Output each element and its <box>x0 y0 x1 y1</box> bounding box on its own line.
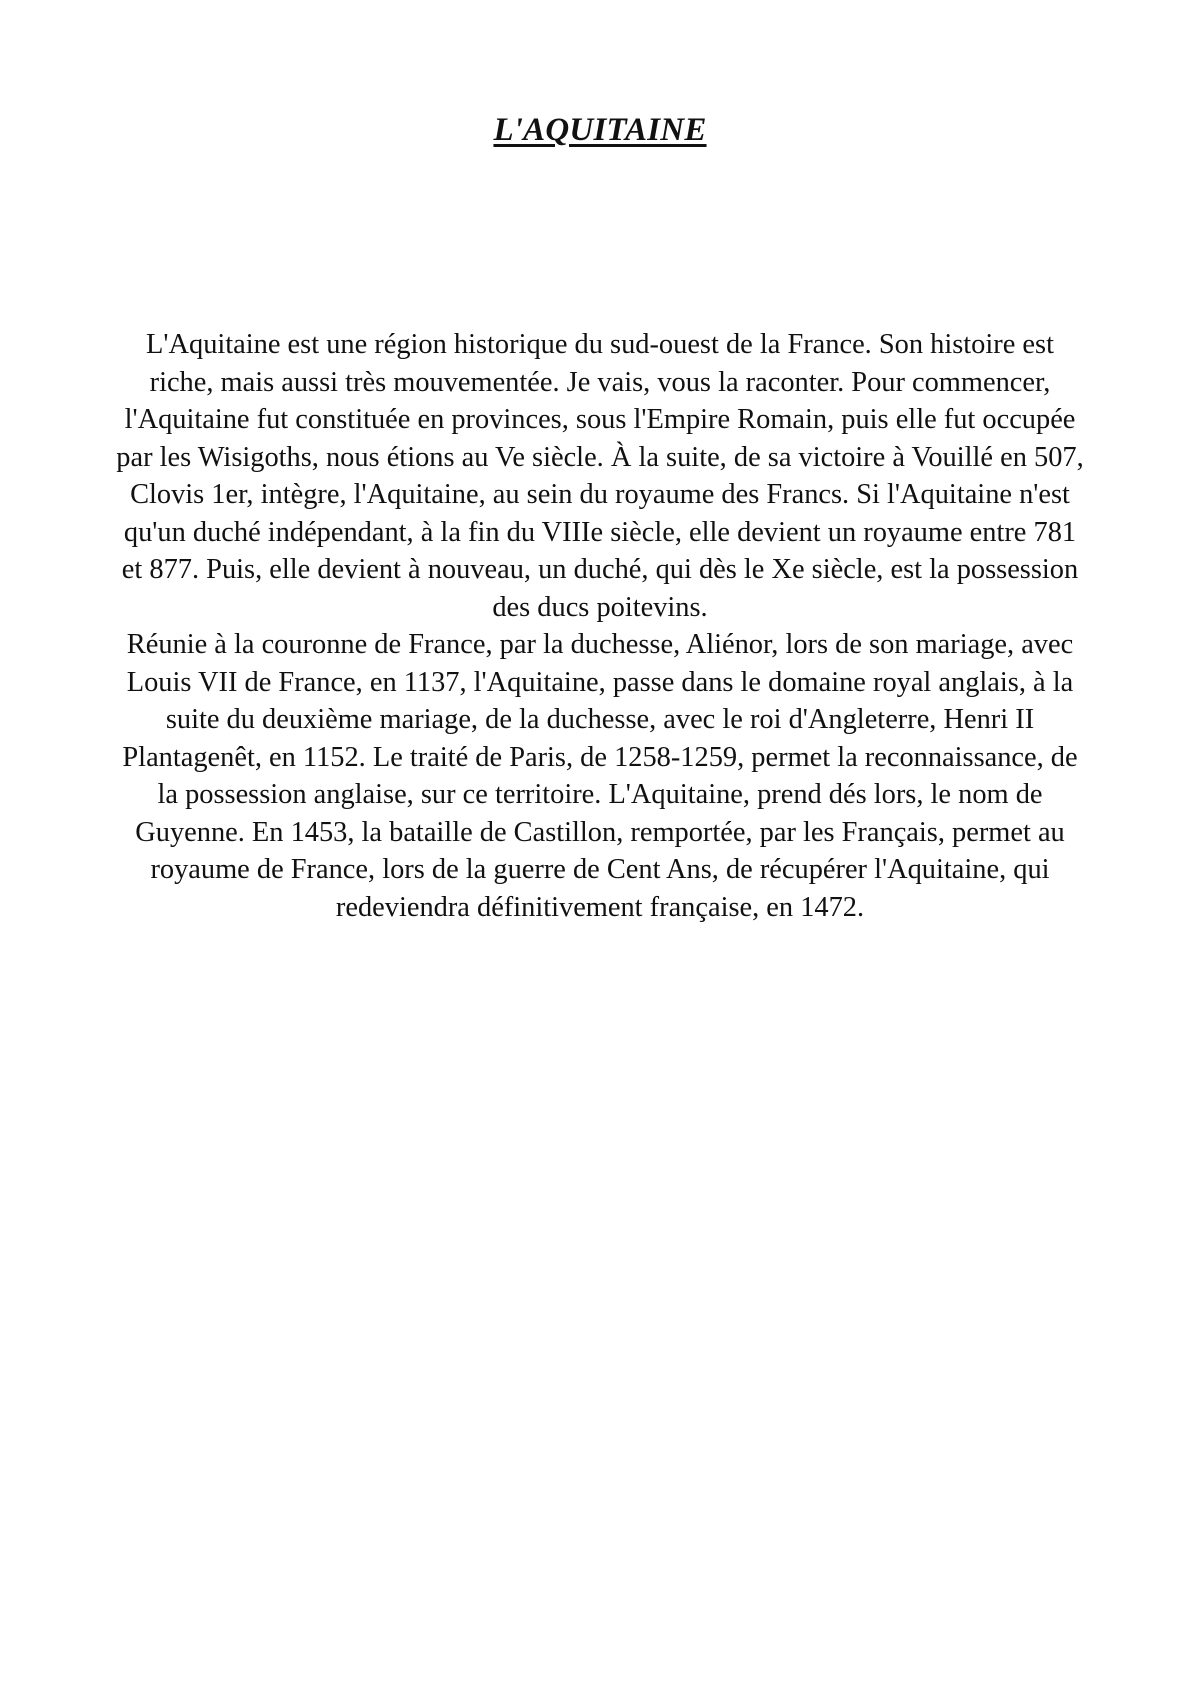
paragraph-1: L'Aquitaine est une région historique du sud-ouest de la France. Son histoire est riche, mais aussi très mouvementée. Je vais, vous la raconter. Pour commencer, l'Aquitaine fut constituée en provinces, sous l'Empire Romain, puis elle fut occupée par les Wisigoths, nous étions au Ve siècle. À la suite, de sa victoire à Vouillé en 507, Clovis 1er, intègre, l'Aquitaine, au sein du royaume des Francs. Si l'Aquitaine n'est qu'un duché indépendant, à la fin du VIIIe siècle, elle devient un royaume entre 781 et 877. Puis, elle devient à nouveau, un duché, qui dès le Xe siècle, est la possession des ducs poitevins. <box>116 329 1084 623</box>
paragraph-2: Réunie à la couronne de France, par la duchesse, Aliénor, lors de son mariage, avec Louis VII de France, en 1137, l'Aquitaine, passe dans le domaine royal anglais, à la suite du deuxième mariage, de la duchesse, avec le roi d'Angleterre, Henri II Plantagenêt, en 1152. Le traité de Paris, de 1258-1259, permet la reconnaissance, de la possession anglaise, sur ce territoire. L'Aquitaine, prend dés lors, le nom de Guyenne. En 1453, la bataille de Castillon, remportée, par les Français, permet au royaume de France, lors de la guerre de Cent Ans, de récupérer l'Aquitaine, qui redeviendra définitivement française, en 1472. <box>122 629 1078 923</box>
page-title: L'AQUITAINE <box>493 112 707 148</box>
body-text <box>115 326 1085 926</box>
